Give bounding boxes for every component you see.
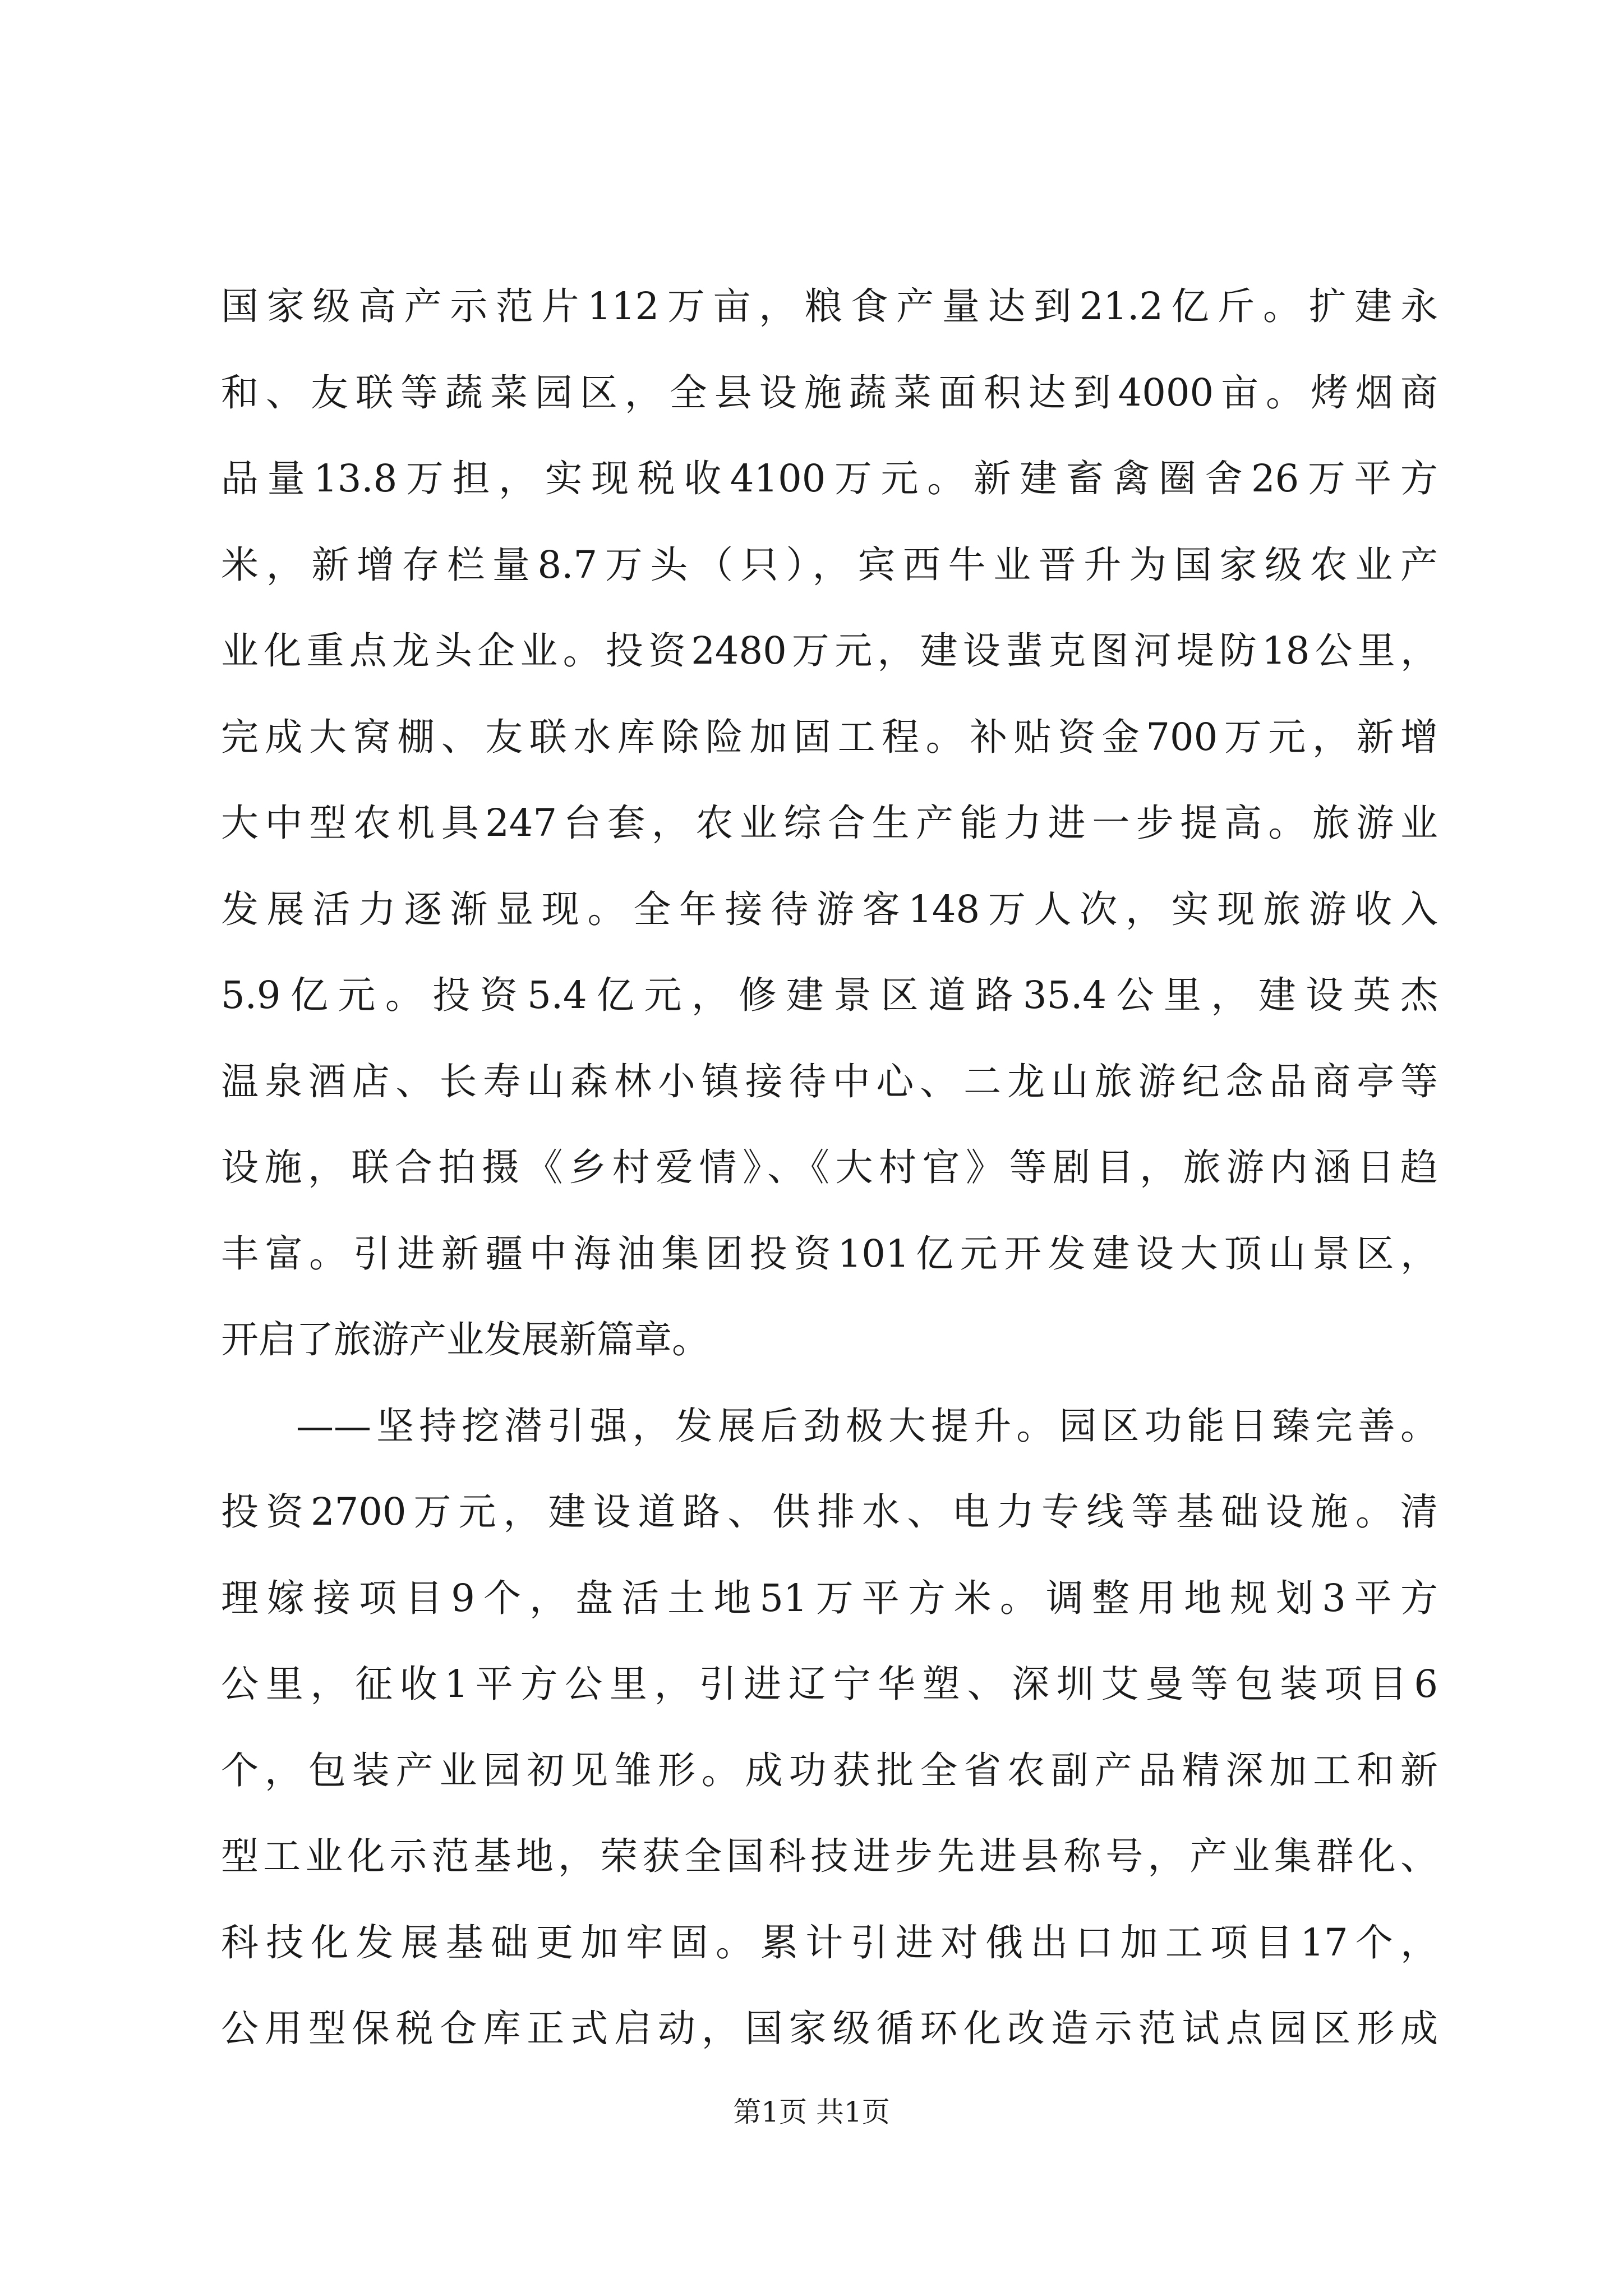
text-line: 大中型农机具247台套，农业综合生产能力进一步提高。旅游业 (221, 801, 1438, 845)
text-line: 米，新增存栏量8.7万头（只），宾西牛业晋升为国家级农业产 (221, 542, 1438, 587)
text-line: 发展活力逐渐显现。全年接待游客148万人次，实现旅游收入 (221, 887, 1438, 931)
text-line: 5.9亿元。投资5.4亿元，修建景区道路35.4公里，建设英杰 (221, 973, 1438, 1017)
text-line: 理嫁接项目9个，盘活土地51万平方米。调整用地规划3平方 (221, 1576, 1438, 1620)
text-line: 公用型保税仓库正式启动，国家级循环化改造示范试点园区形成 (221, 2007, 1438, 2050)
text-line: ——坚持挖潜引强，发展后劲极大提升。园区功能日臻完善。 (296, 1404, 1438, 1448)
text-line: 温泉酒店、长寿山森林小镇接待中心、二龙山旅游纪念品商亭等 (221, 1059, 1438, 1103)
text-line: 国家级高产示范片112万亩，粮食产量达到21.2亿斤。扩建永 (221, 284, 1438, 328)
text-line: 个，包装产业园初见雏形。成功获批全省农副产品精深加工和新 (221, 1748, 1438, 1792)
text-line: 业化重点龙头企业。投资2480万元，建设蜚克图河堤防18公里， (221, 629, 1438, 673)
text-line: 丰富。引进新疆中海油集团投资101亿元开发建设大顶山景区， (221, 1231, 1438, 1276)
text-line: 和、友联等蔬菜园区，全县设施蔬菜面积达到4000亩。烤烟商 (221, 370, 1438, 415)
page-footer: 第1页 共1页 (733, 2096, 890, 2128)
text-line: 科技化发展基础更加牢固。累计引进对俄出口加工项目17个， (221, 1920, 1438, 1964)
text-line: 型工业化示范基地，荣获全国科技进步先进县称号，产业集群化、 (221, 1834, 1438, 1878)
text-line: 开启了旅游产业发展新篇章。 (221, 1318, 709, 1361)
text-line: 投资2700万元，建设道路、供排水、电力专线等基础设施。清 (221, 1490, 1438, 1534)
text-line: 公里，征收1平方公里，引进辽宁华塑、深圳艾曼等包装项目6 (221, 1662, 1438, 1706)
body-text (221, 264, 1438, 2072)
text-line: 完成大窝棚、友联水库除险加固工程。补贴资金700万元，新增 (221, 715, 1438, 759)
text-line: 设施，联合拍摄《乡村爱情》、《大村官》等剧目，旅游内涵日趋 (221, 1145, 1438, 1189)
text-line: 品量13.8万担，实现税收4100万元。新建畜禽圈舍26万平方 (221, 457, 1438, 500)
